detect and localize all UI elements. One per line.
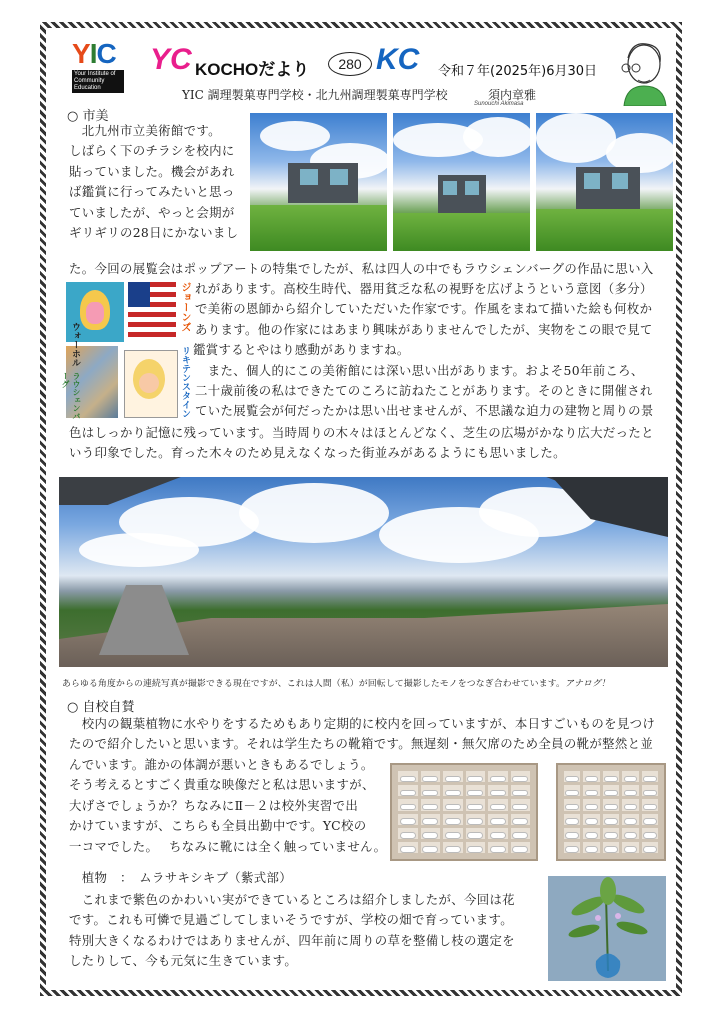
text-line: 一コマでした。 ちなみに靴には全く触っていません。: [69, 838, 387, 854]
artist-label: ラウシェンバーグ: [61, 372, 81, 420]
author-roman: Sunouchi Akimasa: [474, 101, 524, 107]
school-name: YIC 調理製菓専門学校・北九州調理製菓専門学校: [182, 88, 448, 102]
text-line: 大げさでしょうか？ちなみにⅡ－２は校外実習で出: [69, 797, 359, 813]
text-line: んでいます。誰かの体調が悪いときもあるでしょう。: [69, 757, 374, 772]
yc-mark: YC: [150, 43, 192, 76]
text-line: また、個人的にこの美術館には深い思い出があります。およそ50年前ころ、: [195, 362, 644, 378]
newsletter-title: KOCHOだより: [195, 60, 310, 79]
text-line: しばらく下のチラシを校内に: [69, 143, 235, 159]
text-line: 校内の観葉植物に水やりをするためもあり定期的に校内を回っていますが、本日すごいものを見つけ: [69, 716, 656, 731]
text-line: あります。他の作家にはあまり興味がありませんでしたが、実物をこの眼で見て: [195, 321, 653, 337]
author-portrait-illustration: [612, 40, 672, 106]
murasakishikibu-plant-photo: [548, 876, 666, 981]
text-line: ば鑑賞に行ってみたいと思っ: [69, 184, 235, 200]
kc-mark: KC: [376, 43, 420, 76]
text-line: で美術の恩師から紹介していただいた作家です。作風をまねて描いた絵も何枚か: [195, 301, 653, 317]
author-name: 須内章雅: [488, 88, 537, 102]
text-line: 二十歳前後の私はできたてのころに訪ねたことがあります。そのときに開催され: [195, 383, 653, 399]
yic-logo: YIC Your Institute of Community Education: [72, 38, 126, 86]
section-heading-school-praise: ○ 自校自賛: [67, 700, 135, 715]
text-line: かけていますが、こちらも全員出勤中です。YC校の: [69, 818, 367, 834]
panorama-caption: [62, 676, 610, 689]
text-line: ギリギリの28日にかないまし: [69, 225, 239, 241]
text-line: 貼っていました。機会があれ: [69, 163, 235, 179]
text-line: これまで紫色のかわいい実ができているところは紹介しましたが、今回は花: [69, 892, 515, 907]
text-line: ていましたが、やっと会期が: [69, 204, 235, 220]
text-line: ていた展覧会が何だったかは思い出せませんが、不思議な迫力の建物と周りの景: [195, 403, 654, 419]
pop-art-flyer: [61, 280, 194, 420]
museum-photo-1: [250, 113, 387, 251]
text-line: 鑑賞するとやはり感動がありますね。: [193, 342, 410, 358]
plant-title: 植物 ： ムラサキシキブ（紫式部）: [69, 870, 293, 885]
text-line: 色はしっかり記憶に残っています。当時周りの木々はほとんどなく、芝生の広場がかなり広大だったと: [69, 425, 654, 440]
text-line: 北九州市立美術館です。: [69, 123, 221, 138]
shoe-rack-photo-1: [390, 763, 538, 861]
section-heading-museum: ○ 市美: [67, 109, 109, 124]
issue-date: 令和７年(2025年)6月30日: [438, 64, 598, 79]
artist-label: リキテンスタイン: [180, 346, 190, 418]
caption-emphasis: アナログ！: [565, 679, 611, 689]
text-line: れがあります。高校生時代、器用貧乏な私の視野を広げようという意図（多分）: [195, 281, 653, 296]
artist-label: ジョーンズ: [179, 282, 190, 332]
panorama-photo: [59, 477, 668, 667]
shoe-rack-photo-2: [556, 763, 666, 861]
caption-text: あらゆる角度からの連続写真が撮影できる現在ですが、これは人間（私）が回転して撮影したモノをつなぎ合わせています。: [62, 679, 566, 689]
text-line: です。これも可憐で見過ごしてしまいそうですが、学校の畑で育っています。: [69, 912, 513, 928]
text-line: たので紹介したいと思います。それは学生たちの靴箱です。無遅刻・無欠席のため全員の靴が整然と並: [69, 736, 654, 752]
text-line: したりして、今も元気に生きています。: [69, 953, 298, 969]
artist-label: ウォーホル: [70, 322, 80, 367]
text-line: いう印象でした。育った木々のため見えなくなった街並みがあるようにも思いました。: [69, 445, 566, 461]
text-line: 特別大きくなるわけではありませんが、四年前に周りの草を整備し枝の選定を: [69, 932, 515, 948]
museum-photo-2: [393, 113, 530, 251]
logo-subtitle: Your Institute of Community Education: [72, 70, 124, 93]
text-line: そう考えるとすごく貴重な映像だと私は思いますが、: [69, 777, 375, 793]
text-line: た。今回の展覧会はポップアートの特集でしたが、私は四人の中でもラウシェンバーグの作品に思い入: [69, 261, 654, 276]
museum-photo-3: [536, 113, 673, 251]
issue-number: 280: [328, 52, 372, 76]
